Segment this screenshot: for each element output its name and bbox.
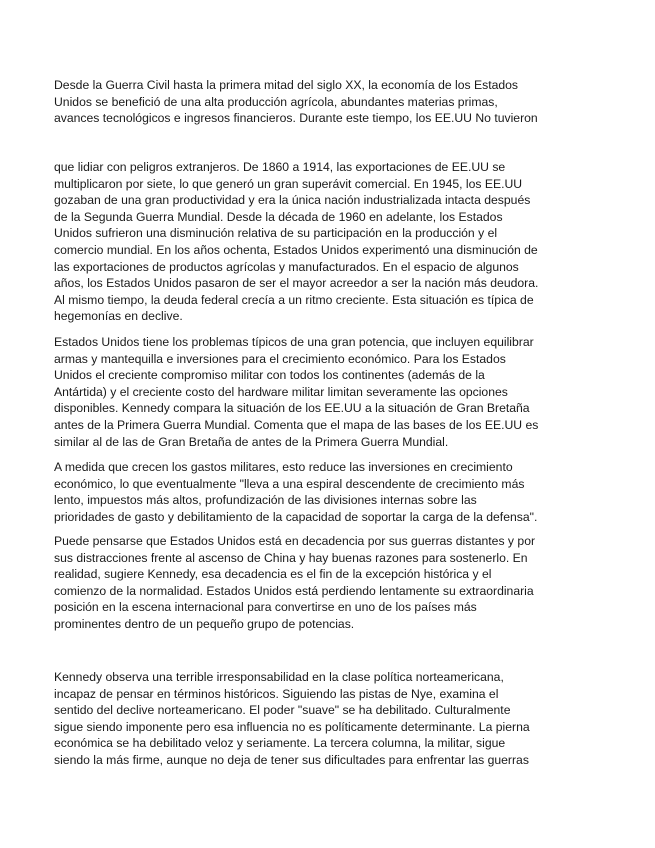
text-line: siendo la más firme, aunque no deja de tener sus dificultades para enfrentar las guerras: [54, 752, 529, 767]
text-line: sigue siendo imponente pero esa influencia no es políticamente determinante. La pierna: [54, 719, 530, 734]
text-line: Desde la Guerra Civil hasta la primera mitad del siglo XX, la economía de los Estados: [54, 78, 519, 92]
text-line: prioridades de gasto y debilitamiento de la capacidad de soportar la carga de la defensa".: [54, 509, 538, 524]
text-line: económico, lo que eventualmente "lleva a una espiral descendente de crecimiento más: [54, 476, 525, 491]
text-line: Puede pensarse que Estados Unidos está en decadencia por sus guerras distantes y por: [54, 534, 536, 548]
paragraph-4: [54, 459, 574, 525]
text-line: armas y mantequilla e inversiones para el crecimiento económico. Para los Estados: [54, 351, 506, 366]
paragraph-6: [54, 669, 574, 769]
text-line: A medida que crecen los gastos militares, esto reduce las inversiones en crecimiento: [54, 460, 513, 474]
paragraph-3: [54, 334, 574, 450]
text-line: comienzo de la normalidad. Estados Unidos está perdiendo lentamente su extraordinaria: [54, 583, 534, 598]
text-line: prominentes dentro de un pequeño grupo de potencias.: [54, 616, 355, 631]
text-line: avances tecnológicos e ingresos financieros. Durante este tiempo, los EE.UU No tuvieron: [54, 111, 538, 126]
text-line: comercio mundial. En los años ochenta, Estados Unidos experimentó una disminución de: [54, 242, 538, 257]
text-line: Antártida) y el creciente costo del hardware militar limitan severamente las opciones: [54, 384, 508, 399]
text-line: Unidos sufrieron una disminución relativa de su participación en la producción y el: [54, 226, 498, 241]
text-line: económica se ha debilitado veloz y seriamente. La tercera columna, la militar, sigue: [54, 736, 506, 751]
text-line: Estados Unidos tiene los problemas típicos de una gran potencia, que incluyen equilibrar: [54, 335, 534, 349]
text-line: sus distracciones frente al ascenso de China y hay buenas razones para sostenerlo. En: [54, 550, 528, 565]
text-line: disponibles. Kennedy compara la situación de los EE.UU a la situación de Gran Bretaña: [54, 401, 530, 416]
text-line: incapaz de pensar en términos históricos. Siguiendo las pistas de Nye, examina el: [54, 686, 499, 701]
text-line: realidad, sugiere Kennedy, esa decadencia es el fin de la excepción histórica y el: [54, 567, 492, 582]
paragraph-5: [54, 533, 574, 633]
text-line: lento, impuestos más altos, profundización de las divisiones internas sobre las: [54, 493, 477, 508]
text-line: Unidos el creciente compromiso militar con todos los continentes (además de la: [54, 368, 485, 383]
text-line: Al mismo tiempo, la deuda federal crecía a un ritmo creciente. Esta situación es típica de: [54, 292, 534, 307]
text-line: sentido del declive norteamericano. El poder "suave" se ha debilitado. Culturalmente: [54, 703, 511, 718]
text-line: antes de la Primera Guerra Mundial. Comenta que el mapa de las bases de los EE.UU es: [54, 417, 539, 432]
text-line: las exportaciones de productos agrícolas y manufacturados. En el espacio de algunos: [54, 259, 519, 274]
text-line: de la Segunda Guerra Mundial. Desde la década de 1960 en adelante, los Estados: [54, 209, 503, 224]
text-line: posición en la escena internacional para convertirse en uno de los países más: [54, 600, 477, 615]
text-line: similar al de las de Gran Bretaña de antes de la Primera Guerra Mundial.: [54, 434, 449, 449]
text-line: gozaban de una gran productividad y era la única nación industrializada intacta después: [54, 193, 531, 208]
text-line: que lidiar con peligros extranjeros. De 1860 a 1914, las exportaciones de EE.UU se: [54, 160, 506, 174]
text-line: Kennedy observa una terrible irresponsabilidad en la clase política norteamericana,: [54, 670, 504, 684]
text-line: multiplicaron por siete, lo que generó un gran superávit comercial. En 1945, los EE.UU: [54, 176, 523, 191]
text-line: años, los Estados Unidos pasaron de ser el mayor acreedor a ser la nación más deudora.: [54, 276, 539, 291]
paragraph-1: [54, 77, 574, 127]
text-line: hegemonías en declive.: [54, 309, 183, 324]
paragraph-2: [54, 159, 574, 325]
text-line: Unidos se benefició de una alta producción agrícola, abundantes materias primas,: [54, 94, 498, 109]
